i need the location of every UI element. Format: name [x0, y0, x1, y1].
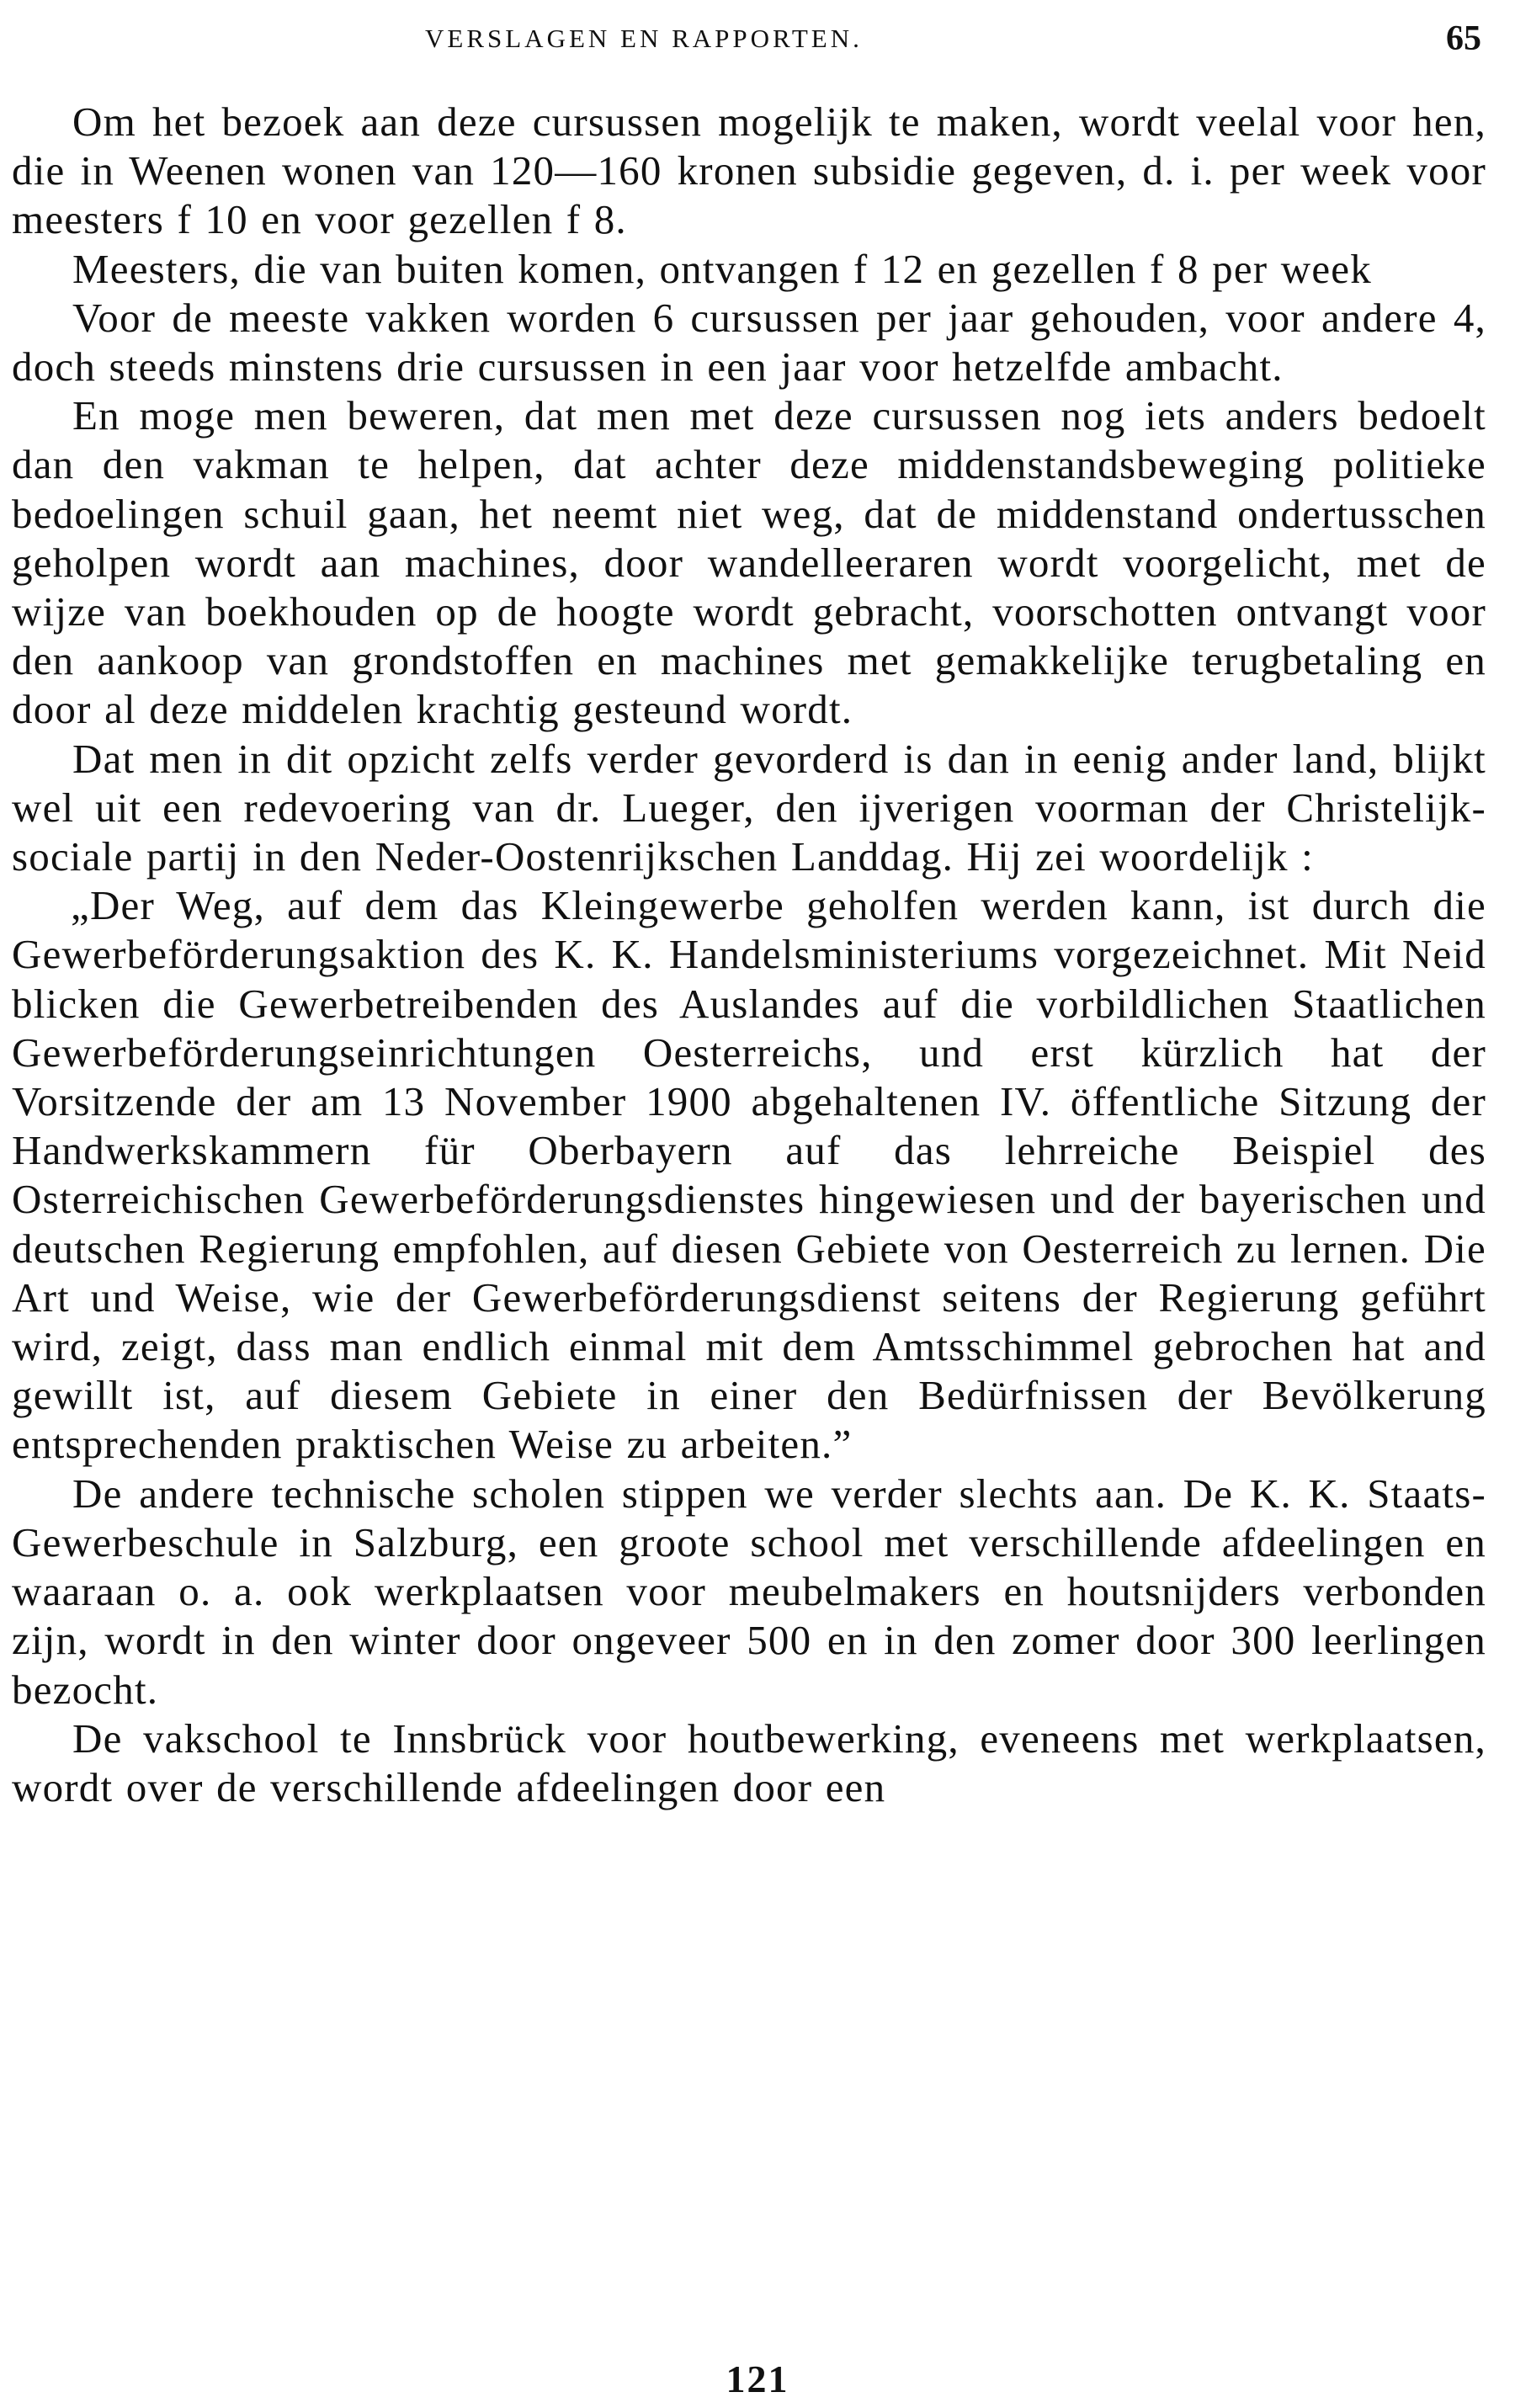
body-text	[12, 98, 1486, 1812]
paragraph: De andere technische scholen stippen we verder slechts aan. De K. K. Staats-Gewerbeschule in Salzburg, een groote school met verschillende afdeelingen en waaraan o. a. ook werkplaatsen voor meubelmakers en houtsnijders verbonden zijn, wordt in den winter door ongeveer 500 en in den zomer door 300 leerlingen bezocht.	[12, 1470, 1486, 1713]
paragraph: Voor de meeste vakken worden 6 cursussen per jaar gehouden, voor andere 4, doch steeds minstens drie cursussen in een jaar voor hetzelfde ambacht.	[12, 294, 1486, 391]
running-header	[0, 19, 1515, 61]
paragraph: En moge men beweren, dat men met deze cursussen nog iets anders bedoelt dan den vakman te helpen, dat achter deze middenstandsbeweging politieke bedoelingen schuil gaan, het neemt niet weg, dat de middenstand ondertusschen geholpen wordt aan machines, door wandelleeraren wordt voorgelicht, met de wijze van boekhouden op de hoogte wordt gebracht, voorschotten ontvangt voor den aankoop van grondstoffen en machines met gemakkelijke terugbetaling en door al deze middelen krachtig gesteund wordt.	[12, 392, 1486, 733]
header-page-number: 65	[1446, 19, 1481, 58]
quote-paragraph: „Der Weg, auf dem das Kleingewerbe geholfen werden kann, ist durch die Gewerbeförderungsaktion des K. K. Handelsministeriums vorgezeichnet. Mit Neid blicken die Gewerbetreibenden des Auslandes auf die vorbildlichen Staatlichen Gewerbeförderungseinrichtungen Oesterreichs, und erst kürzlich hat der Vorsitzende der am 13 November 1900 abgehaltenen IV. öffentliche Sitzung der Handwerkskammern für Oberbayern auf das lehrreiche Beispiel des Osterreichischen Gewerbeförderungsdienstes hingewiesen und der bayerischen und deutschen Regierung empfohlen, auf diesen Gebiete von Oesterreich zu lernen. Die Art und Weise, wie der Gewerbeförderungsdienst seitens der Regierung geführt wird, zeigt, dass man endlich einmal mit dem Amtsschimmel gebrochen hat and gewillt ist, auf diesem Gebiete in einer den Bedürfnissen der Bevölkerung entsprechenden praktischen Weise zu arbeiten.”	[12, 882, 1486, 1468]
paragraph: De vakschool te Innsbrück voor houtbewerking, eveneens met werkplaatsen, wordt over de verschillende afdeelingen door een	[12, 1714, 1486, 1810]
paragraph: Dat men in dit opzicht zelfs verder gevorderd is dan in eenig ander land, blijkt wel uit een redevoering van dr. Lueger, den ijverigen voorman der Christelijk-sociale partij in den Neder-Oostenrijkschen Landdag. Hij zei woordelijk :	[12, 735, 1486, 880]
header-title: VERSLAGEN EN RAPPORTEN.	[425, 24, 863, 53]
paragraph: Meesters, die van buiten komen, ontvangen f 12 en gezellen f 8 per week	[72, 245, 1372, 292]
paragraph: Om het bezoek aan deze cursussen mogelijk te maken, wordt veelal voor hen, die in Weenen wonen van 120—160 kronen subsidie gegeven, d. i. per week voor meesters f 10 en voor gezellen f 8.	[12, 98, 1486, 243]
footer-page-number: 121	[726, 2358, 789, 2400]
